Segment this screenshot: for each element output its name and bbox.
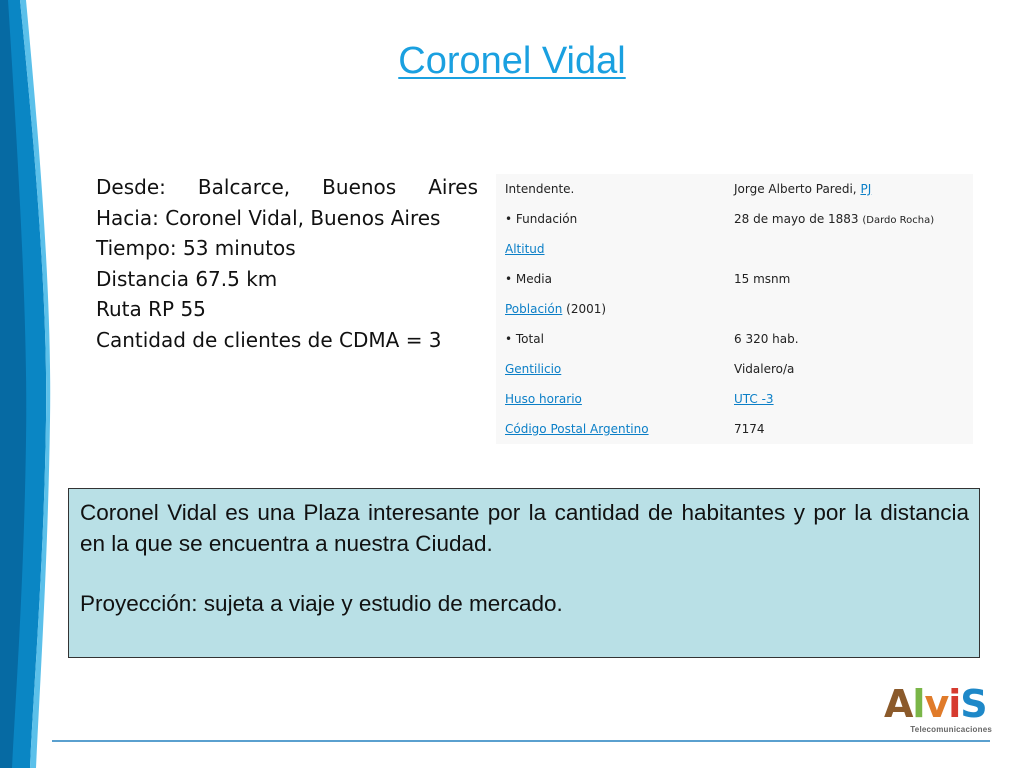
- route-clients: Cantidad de clientes de CDMA = 3: [96, 327, 442, 352]
- logo-letter-i: i: [948, 682, 961, 726]
- row-value: [734, 212, 973, 226]
- route-road: Ruta RP 55: [96, 297, 206, 321]
- row-value: [734, 182, 973, 196]
- route-from-city: Balcarce,: [197, 175, 291, 199]
- row-label: [496, 392, 734, 406]
- route-from-province-2: Aires: [428, 175, 478, 199]
- altitud-link[interactable]: Altitud: [505, 242, 545, 256]
- row-label: • Fundación: [505, 212, 578, 226]
- logo-letter-s: S: [960, 682, 987, 726]
- table-row: [496, 204, 973, 234]
- row-value: Vidalero/a: [734, 362, 795, 376]
- left-wave-decoration: [0, 0, 60, 768]
- route-from-line: [96, 172, 478, 203]
- row-value: 7174: [734, 422, 765, 436]
- info-table: [496, 174, 973, 444]
- poblacion-link[interactable]: Población: [505, 302, 563, 316]
- route-distance: Distancia 67.5 km: [96, 266, 278, 291]
- row-label: [496, 362, 734, 376]
- table-row: [496, 414, 973, 444]
- summary-paragraph-2: Proyección: sujeta a viaje y estudio de mercado.: [80, 591, 563, 616]
- huso-horario-link[interactable]: Huso horario: [505, 392, 582, 406]
- route-time: Tiempo: 53 minutos: [96, 236, 296, 260]
- summary-paragraph-1: Coronel Vidal es una Plaza interesante por la cantidad de habitantes y por la distancia en la que se encuentra a nuestra Ciudad.: [80, 500, 969, 556]
- row-value: [734, 392, 973, 406]
- row-label: • Media: [505, 272, 552, 286]
- logo-letter-l: l: [912, 682, 925, 726]
- alvis-logo: [884, 684, 992, 736]
- route-from-label: Desde:: [96, 175, 166, 199]
- row-label: [496, 302, 734, 316]
- row-value: 6 320 hab.: [734, 332, 799, 346]
- utc-link[interactable]: UTC -3: [734, 392, 774, 406]
- row-value-text: Jorge Alberto Paredi,: [734, 182, 861, 196]
- row-value: 15 msnm: [734, 272, 791, 286]
- row-label: [496, 242, 734, 256]
- route-to: Hacia: Coronel Vidal, Buenos Aires: [96, 205, 441, 230]
- logo-wordmark: [884, 684, 992, 724]
- table-row: [496, 234, 973, 264]
- summary-box: [68, 488, 980, 658]
- table-row: [496, 324, 973, 354]
- route-info: [96, 172, 478, 355]
- table-row: [496, 384, 973, 414]
- slide-title: Coronel Vidal: [398, 40, 626, 82]
- logo-letter-a: A: [884, 682, 913, 726]
- row-label-suffix: (2001): [562, 302, 607, 316]
- gentilicio-link[interactable]: Gentilicio: [505, 362, 562, 376]
- route-from-province-1: Buenos: [322, 175, 397, 199]
- table-row: [496, 174, 973, 204]
- row-label: [496, 422, 734, 436]
- logo-subtitle: Telecomunicaciones: [910, 725, 992, 734]
- row-value-text: 28 de mayo de 1883: [734, 212, 863, 226]
- table-row: [496, 354, 973, 384]
- row-value-note: (Dardo Rocha): [862, 215, 935, 226]
- row-label: • Total: [505, 332, 544, 346]
- footer-divider: [52, 740, 990, 742]
- row-label: Intendente.: [505, 182, 575, 196]
- table-row: [496, 294, 973, 324]
- codigo-postal-link[interactable]: Código Postal Argentino: [505, 422, 649, 436]
- table-row: [496, 264, 973, 294]
- pj-link[interactable]: PJ: [860, 182, 872, 196]
- logo-letter-v: v: [924, 682, 949, 726]
